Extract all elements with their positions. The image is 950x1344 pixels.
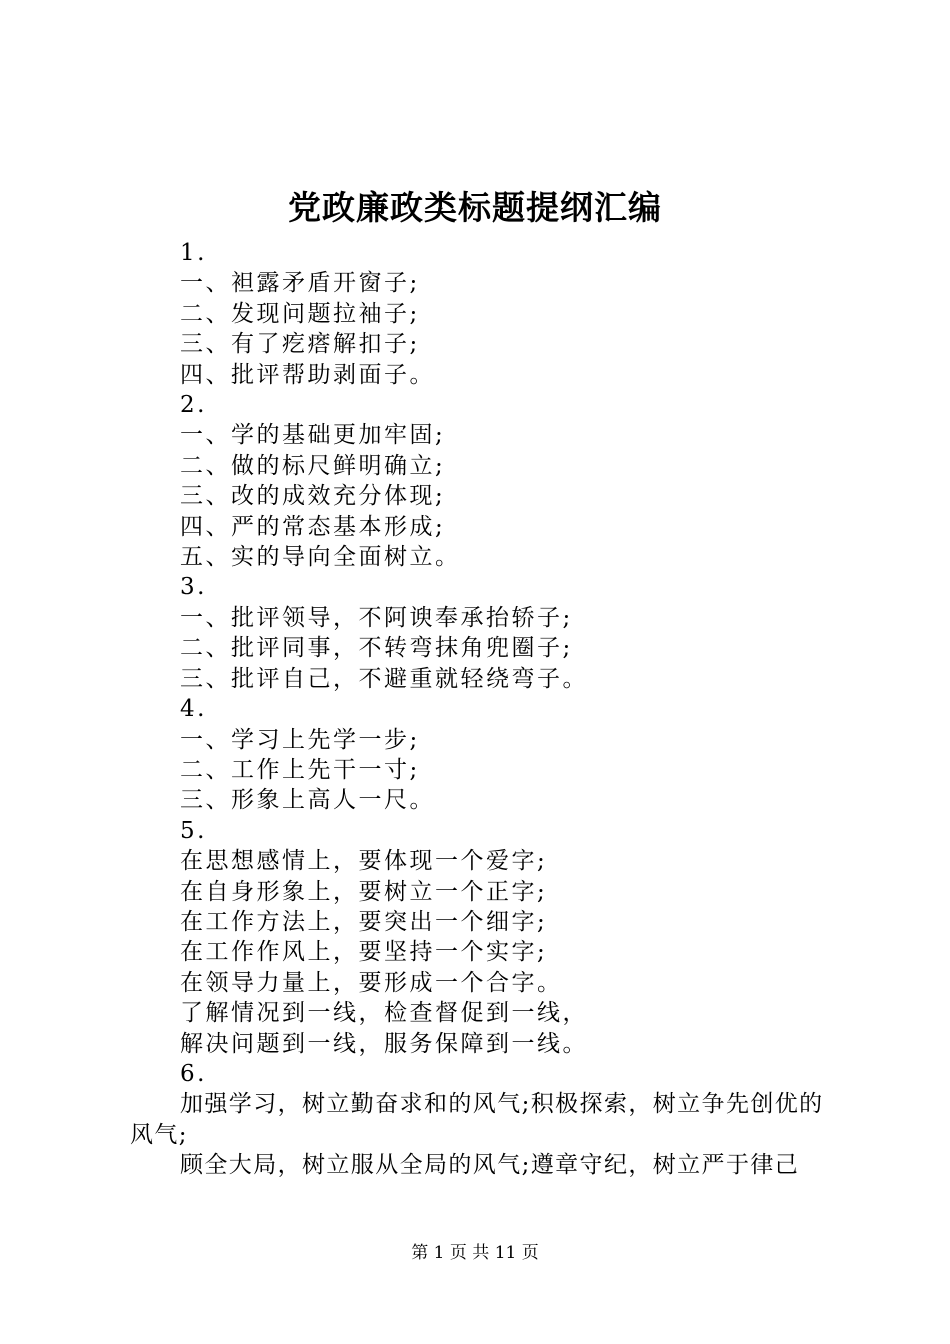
text-line: 三、改的成效充分体现;: [180, 483, 446, 510]
text-line: 一、批评领导，不阿谀奉承抬轿子;: [180, 604, 573, 631]
text-line: 在领导力量上，要形成一个合字。: [180, 969, 563, 996]
paragraph: 加强学习，树立勤奋求和的风气;积极探索，树立争先创优的风气;: [130, 1091, 824, 1148]
text-line: 一、袒露矛盾开窗子;: [180, 270, 420, 297]
text-line: 五、实的导向全面树立。: [180, 544, 461, 571]
text-line: 4.: [180, 696, 207, 723]
text-line: 6.: [180, 1060, 207, 1087]
text-line: 一、学习上先学一步;: [180, 726, 420, 753]
text-line: 3.: [180, 574, 207, 601]
text-line: 解决问题到一线，服务保障到一线。: [180, 1030, 588, 1057]
text-line: 四、批评帮助剥面子。: [180, 361, 435, 388]
text-line: 了解情况到一线，检查督促到一线，: [180, 1000, 588, 1027]
text-line: 二、做的标尺鲜明确立;: [180, 452, 446, 479]
text-line: 在工作方法上，要突出一个细字;: [180, 908, 548, 935]
text-line: 四、严的常态基本形成;: [180, 513, 446, 540]
text-line: 在自身形象上，要树立一个正字;: [180, 878, 548, 905]
paragraph: 顾全大局，树立服从全局的风气;遵章守纪，树立严于律己: [180, 1152, 800, 1179]
text-line: 在思想感情上，要体现一个爱字;: [180, 848, 548, 875]
text-line: 二、批评同事，不转弯抹角兜圈子;: [180, 635, 573, 662]
text-line: 二、发现问题拉袖子;: [180, 300, 420, 327]
text-line: 1.: [180, 240, 207, 266]
text-line: 2.: [180, 392, 207, 419]
text-line: 在工作作风上，要坚持一个实字;: [180, 939, 548, 966]
text-line: 三、形象上高人一尺。: [180, 787, 435, 814]
text-line: 二、工作上先干一寸;: [180, 756, 420, 783]
text-line: 5.: [180, 817, 207, 844]
page-number: 第 1 页 共 11 页: [411, 1243, 539, 1263]
text-line: 三、有了疙瘩解扣子;: [180, 331, 420, 358]
document-body: [130, 238, 835, 1181]
text-line: 一、学的基础更加牢固;: [180, 422, 446, 449]
document-title: 党政廉政类标题提纲汇编: [288, 188, 662, 227]
text-line: 三、批评自己，不避重就轻绕弯子。: [180, 665, 588, 692]
